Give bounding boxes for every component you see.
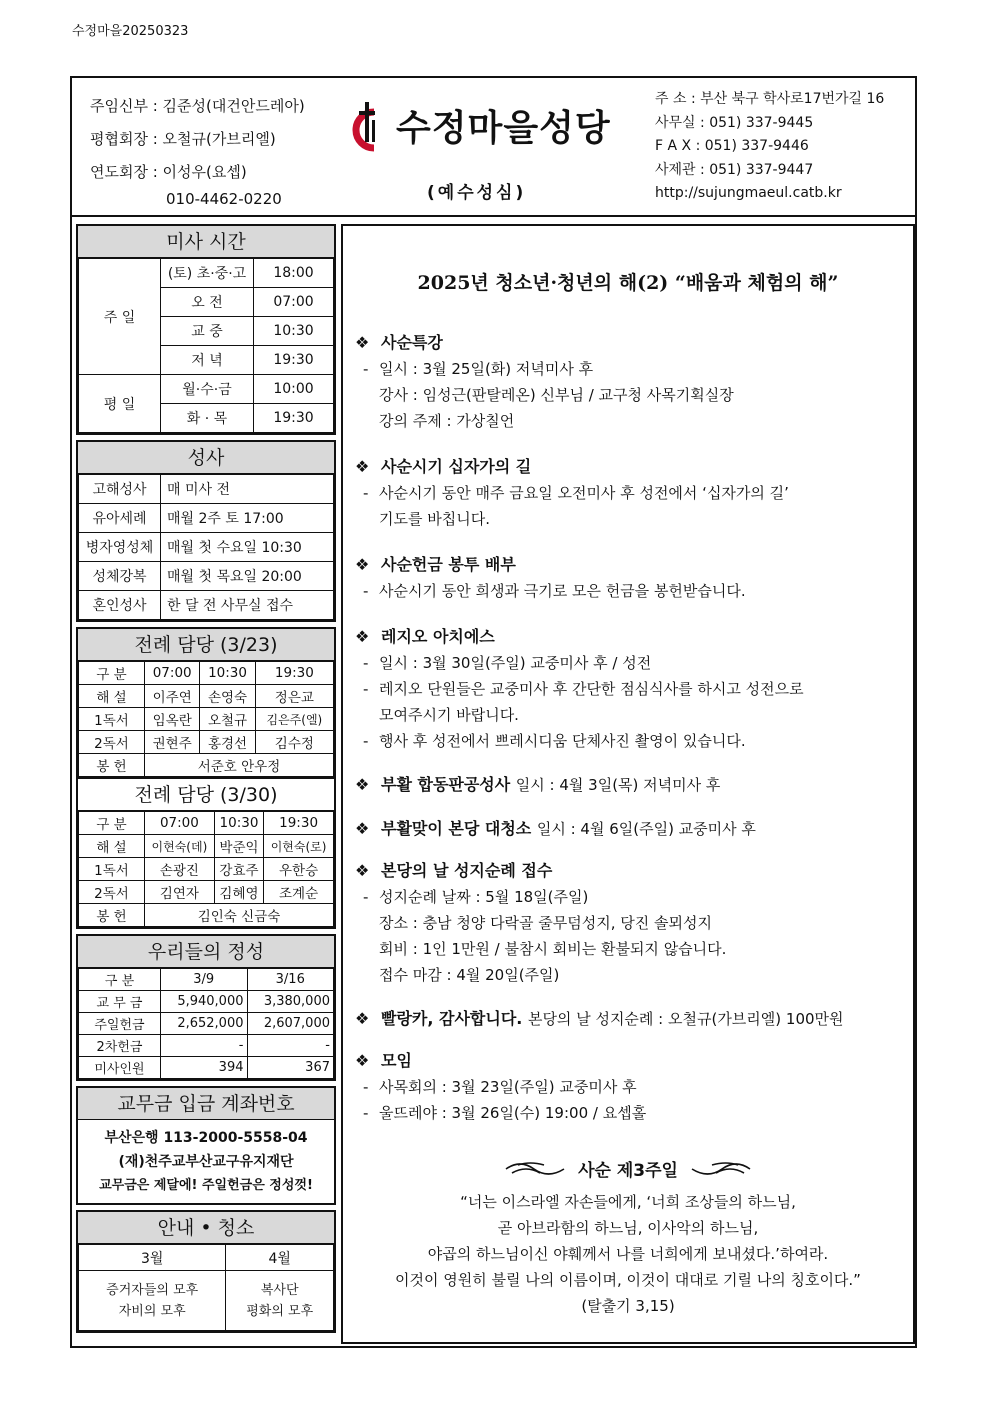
cleaning-month: 4월 [226, 1245, 334, 1271]
section-heading: 모임 [381, 1051, 412, 1070]
main-announcements [341, 224, 915, 1344]
lent-sunday-title: 사순 제3주일 [578, 1161, 678, 1181]
liturgy-cell: 임옥란 [145, 708, 200, 731]
document-id: 수정마을20250323 [72, 24, 189, 39]
mass-name: 오 전 [161, 288, 254, 317]
mass-time: 10:30 [254, 317, 334, 346]
mass-time: 19:30 [254, 404, 334, 433]
liturgy-offering: 김인숙 신금숙 [145, 904, 334, 927]
offering-value: 2,652,000 [161, 1013, 248, 1035]
liturgy-header: 19:30 [255, 662, 333, 685]
section-cleaning [355, 816, 756, 842]
section-inline: 본당의 날 성지순례 : 오철규(가브리엘) 100만원 [527, 1010, 844, 1028]
liturgy-box-0330 [76, 779, 336, 929]
liturgy-role: 2독서 [79, 731, 145, 754]
mass-name: (토) 초·중·고 [161, 259, 254, 288]
offering-value: - [161, 1035, 248, 1057]
liturgy-title-0330: 전례 담당 (3/30) [78, 779, 334, 811]
ornament-left-icon [504, 1159, 566, 1179]
liturgy-cell: 김수정 [255, 731, 333, 754]
mass-time: 07:00 [254, 288, 334, 317]
sacrament-value: 매월 2주 토 17:00 [161, 504, 334, 533]
mass-time: 18:00 [254, 259, 334, 288]
liturgy-role: 1독서 [79, 858, 145, 881]
liturgy-cell: 이현숙(로) [264, 835, 334, 858]
section-heading: 부활 합동판공성사 [381, 775, 511, 794]
president-line: 평협회장 : 오철규(가브리엘) [90, 130, 276, 148]
quote-line: 이것이 영원히 불릴 나의 이름이며, 이것이 대대로 기릴 나의 칭호이다.” [395, 1271, 861, 1289]
liturgy-cell: 손광진 [145, 858, 215, 881]
section-line: 장소 : 충남 청양 다락골 줄무덤성지, 당진 솔뫼성지 [379, 914, 713, 932]
website-link[interactable]: http://sujungmaeul.catb.kr [655, 185, 842, 201]
section-line: 행사 후 성전에서 쁘레시디움 단체사진 촬영이 있습니다. [379, 732, 746, 750]
offering-value: 367 [247, 1057, 334, 1079]
quote-source: (탈출기 3,15) [581, 1297, 675, 1315]
offering-label: 미사인원 [79, 1057, 161, 1079]
section-line: 레지오 단원들은 교중미사 후 간단한 점심식사를 하시고 성전으로 [379, 680, 804, 698]
sacrament-value: 매월 첫 수요일 10:30 [161, 533, 334, 562]
offering-header: 3/9 [161, 969, 248, 991]
section-line: 모여주시기 바랍니다. [379, 706, 519, 724]
church-logo [344, 98, 644, 158]
liturgy-cell: 강효주 [214, 858, 263, 881]
diamond-bullet-icon: ❖ [355, 775, 370, 794]
liturgy-role: 2독서 [79, 881, 145, 904]
liturgy-cell: 이주연 [145, 685, 200, 708]
liturgy-cell: 이현숙(데) [145, 835, 215, 858]
yd-phone: 010-4462-0220 [166, 190, 282, 208]
motto: (예수성심) [427, 183, 527, 203]
sacrament-name: 고해성사 [79, 475, 161, 504]
account-note: 교무금은 제달에! 주일헌금은 정성껏! [99, 1178, 313, 1193]
mass-name: 월·수·금 [161, 375, 254, 404]
main-title: 2025년 청소년·청년의 해(2) “배움과 체험의 해” [417, 272, 839, 294]
offering-value: 2,607,000 [247, 1013, 334, 1035]
account-info [78, 1120, 334, 1203]
mass-name: 저 녁 [161, 346, 254, 375]
section-palanca [355, 1006, 844, 1032]
account-box [76, 1086, 336, 1205]
section-line: 사순시기 동안 매주 금요일 오전미사 후 성전에서 ‘십자가의 길’ [379, 484, 789, 502]
section-heading: 부활맞이 본당 대청소 [381, 819, 532, 838]
mass-name: 교 중 [161, 317, 254, 346]
offering-value: 394 [161, 1057, 248, 1079]
mass-time: 10:00 [254, 375, 334, 404]
section-legio: ❖ 레지오 아치에스 - 일시 : 3월 30일(주일) 교중미사 후 / 성전 - 레지오 단원들은 교중미사 후 간단한 점심식사를 하시고 성전으로 모여주시기 바랍니다. - 행사 후 성전에서 쁘레시디움 단체사진 촬영이 있습니다. [355, 624, 804, 754]
mass-name: 화 · 목 [161, 404, 254, 433]
liturgy-title-0323: 전례 담당 (3/23) [78, 629, 334, 661]
liturgy-cell: 김연자 [145, 881, 215, 904]
office-phone: 사무실 : 051) 337-9445 [655, 114, 814, 131]
section-stations-of-cross: ❖ 사순시기 십자가의 길 - 사순시기 동안 매주 금요일 오전미사 후 성전에서 ‘십자가의 길’ 기도를 바칩니다. [355, 454, 789, 532]
liturgy-header: 구 분 [79, 662, 145, 685]
liturgy-cell: 오철규 [200, 708, 255, 731]
diamond-bullet-icon: ❖ [355, 861, 370, 880]
section-heading: 레지오 아치에스 [381, 627, 495, 646]
ornament-right-icon [690, 1159, 752, 1179]
section-line: 일시 : 3월 30일(주일) 교중미사 후 / 성전 [379, 654, 652, 672]
offering-value: - [247, 1035, 334, 1057]
section-lent-lecture: ❖ 사순특강 - 일시 : 3월 25일(화) 저녁미사 후 강사 : 임성근(판탈레온) 신부님 / 교구청 사목기획실장 강의 주제 : 가상칠언 [355, 330, 734, 434]
header-left [90, 90, 305, 209]
liturgy-cell: 김은주(엘) [255, 708, 333, 731]
offering-header: 3/16 [247, 969, 334, 991]
liturgy-header: 19:30 [264, 812, 334, 835]
liturgy-cell: 정은교 [255, 685, 333, 708]
liturgy-cell: 권현주 [145, 731, 200, 754]
section-line: 회비 : 1인 1만원 / 불참시 회비는 환불되지 않습니다. [379, 940, 727, 958]
sacrament-value: 한 달 전 사무실 접수 [161, 591, 334, 620]
section-meetings: ❖ 모임 - 사목회의 : 3월 23일(주일) 교중미사 후 - 울뜨레야 : 3월 26일(수) 19:00 / 요셉홀 [355, 1048, 646, 1126]
liturgy-role: 해 설 [79, 685, 145, 708]
rectory-phone: 사제관 : 051) 337-9447 [655, 161, 814, 178]
quote-line: 곧 아브라함의 하느님, 이사악의 하느님, [497, 1219, 759, 1237]
cleaning-table [78, 1244, 334, 1331]
account-title: 교무금 입금 계좌번호 [78, 1088, 334, 1120]
section-heading: 사순시기 십자가의 길 [381, 457, 532, 476]
account-holder: (재)천주교부산교구유지재단 [118, 1154, 294, 1170]
liturgy-role: 해 설 [79, 835, 145, 858]
sacrament-value: 매 미사 전 [161, 475, 334, 504]
church-emblem-icon [344, 98, 392, 154]
weekday-label: 평 일 [79, 375, 161, 433]
section-line: 성지순례 날짜 : 5월 18일(주일) [379, 888, 589, 906]
liturgy-role: 1독서 [79, 708, 145, 731]
liturgy-role: 봉 헌 [79, 904, 145, 927]
liturgy-header: 구 분 [79, 812, 145, 835]
yd-president-line: 연도회장 : 이성우(요셉) [90, 163, 247, 181]
sacrament-name: 성체강복 [79, 562, 161, 591]
cleaning-month: 3월 [79, 1245, 226, 1271]
sacrament-value: 매월 첫 목요일 20:00 [161, 562, 334, 591]
liturgy-header: 07:00 [145, 662, 200, 685]
section-lent-offering: ❖ 사순헌금 봉투 배부 - 사순시기 동안 희생과 극기로 모은 헌금을 봉헌받습니다. [355, 552, 746, 604]
liturgy-offering: 서준호 안우정 [145, 754, 334, 777]
section-line: 강의 주제 : 가상칠언 [379, 412, 515, 430]
pastor-line: 주임신부 : 김준성(대건안드레아) [90, 97, 305, 115]
section-inline: 일시 : 4월 3일(목) 저녁미사 후 [515, 776, 721, 794]
liturgy-table-0330 [78, 811, 334, 927]
section-heading: 본당의 날 성지순례 접수 [381, 861, 553, 880]
liturgy-table-0323 [78, 661, 334, 777]
cleaning-box [76, 1210, 336, 1333]
mass-times-box [76, 224, 336, 435]
mass-times-table [78, 258, 334, 433]
section-line: 사목회의 : 3월 23일(주일) 교중미사 후 [379, 1078, 637, 1096]
liturgy-cell: 조계순 [264, 881, 334, 904]
cleaning-group: 복사단 평화의 모후 [226, 1271, 334, 1331]
section-line: 울뜨레야 : 3월 26일(수) 19:00 / 요셉홀 [379, 1104, 647, 1122]
address: 주 소 : 부산 북구 학사로17번가길 16 [655, 91, 885, 107]
quote-line: 야곱의 하느님이신 야훼께서 나를 너희에게 보내셨다.’하여라. [427, 1245, 829, 1263]
header-right [655, 88, 884, 206]
cleaning-group: 증거자들의 모후 자비의 모후 [79, 1271, 226, 1331]
header [72, 78, 915, 217]
cleaning-title: 안내 • 청소 [78, 1212, 334, 1244]
section-heading: 사순특강 [381, 333, 443, 352]
sacrament-name: 유아세례 [79, 504, 161, 533]
liturgy-header: 07:00 [145, 812, 215, 835]
section-confession [355, 772, 720, 798]
diamond-bullet-icon: ❖ [355, 627, 370, 646]
fax: F A X : 051) 337-9446 [655, 138, 809, 154]
section-line: 강사 : 임성근(판탈레온) 신부님 / 교구청 사목기획실장 [379, 386, 734, 404]
diamond-bullet-icon: ❖ [355, 333, 370, 352]
bank-account: 부산은행 113-2000-5558-04 [104, 1130, 308, 1146]
diamond-bullet-icon: ❖ [355, 555, 370, 574]
offering-value: 5,940,000 [161, 991, 248, 1013]
offering-value: 3,380,000 [247, 991, 334, 1013]
offering-label: 2차헌금 [79, 1035, 161, 1057]
liturgy-cell: 우한승 [264, 858, 334, 881]
liturgy-header: 10:30 [214, 812, 263, 835]
sacraments-box [76, 440, 336, 622]
sacraments-title: 성사 [78, 442, 334, 474]
left-column [76, 224, 336, 1333]
diamond-bullet-icon: ❖ [355, 1009, 370, 1028]
offering-title: 우리들의 정성 [78, 936, 334, 968]
bulletin-frame [70, 76, 917, 1348]
liturgy-cell: 김혜영 [214, 881, 263, 904]
liturgy-cell: 박준익 [214, 835, 263, 858]
diamond-bullet-icon: ❖ [355, 819, 370, 838]
sunday-label: 주 일 [79, 259, 161, 375]
section-pilgrimage: ❖ 본당의 날 성지순례 접수 - 성지순례 날짜 : 5월 18일(주일) 장소 : 충남 청양 다락골 줄무덤성지, 당진 솔뫼성지 회비 : 1인 1만원 / 불참시 회비는 환불되지 않습니다. 접수 마감 : 4월 20일(주일) [355, 858, 726, 988]
offering-header: 구 분 [79, 969, 161, 991]
liturgy-header: 10:30 [200, 662, 255, 685]
offering-box [76, 934, 336, 1081]
quote-line: “너는 이스라엘 자손들에게, ‘너희 조상들의 하느님, [460, 1193, 796, 1211]
church-name: 수정마을성당 [396, 108, 611, 149]
section-inline: 일시 : 4월 6일(주일) 교중미사 후 [536, 820, 756, 838]
sacrament-name: 혼인성사 [79, 591, 161, 620]
section-line: 일시 : 3월 25일(화) 저녁미사 후 [379, 360, 594, 378]
mass-time: 19:30 [254, 346, 334, 375]
lent-sunday-quote [343, 1156, 913, 1319]
diamond-bullet-icon: ❖ [355, 1051, 370, 1070]
liturgy-cell: 홍경선 [200, 731, 255, 754]
section-line: 사순시기 동안 희생과 극기로 모은 헌금을 봉헌받습니다. [379, 582, 746, 600]
offering-label: 교 무 금 [79, 991, 161, 1013]
offering-table [78, 968, 334, 1079]
liturgy-role: 봉 헌 [79, 754, 145, 777]
mass-times-title: 미사 시간 [78, 226, 334, 258]
section-heading: 사순헌금 봉투 배부 [381, 555, 516, 574]
offering-label: 주일헌금 [79, 1013, 161, 1035]
section-line: 기도를 바칩니다. [379, 510, 490, 528]
section-heading: 빨랑카, 감사합니다. [381, 1009, 523, 1028]
sacraments-table [78, 474, 334, 620]
liturgy-box-0323 [76, 627, 336, 779]
sacrament-name: 병자영성체 [79, 533, 161, 562]
section-line: 접수 마감 : 4월 20일(주일) [379, 966, 560, 984]
diamond-bullet-icon: ❖ [355, 457, 370, 476]
liturgy-cell: 손영숙 [200, 685, 255, 708]
